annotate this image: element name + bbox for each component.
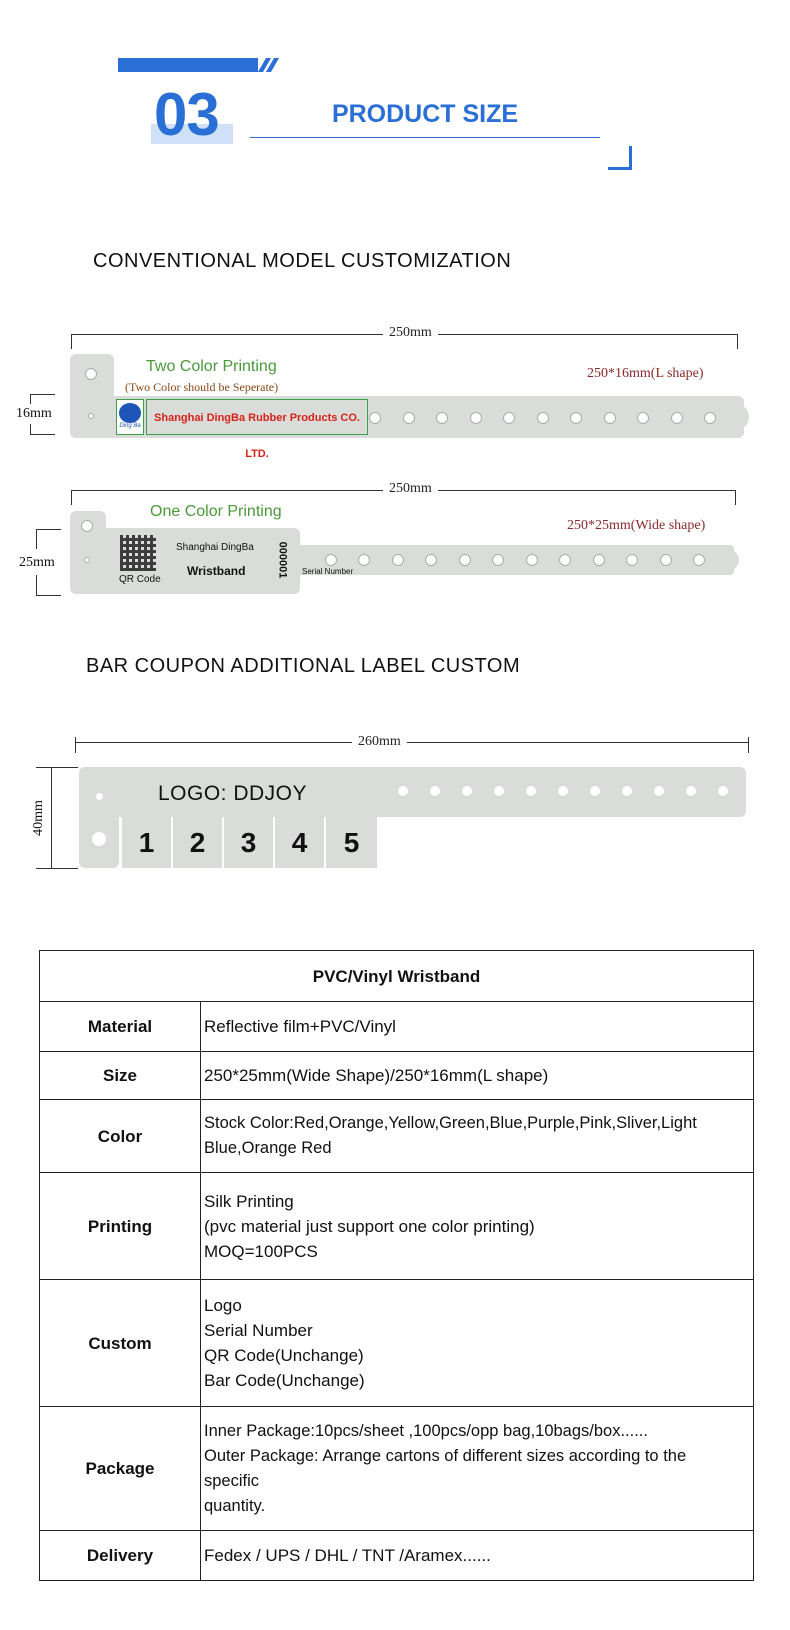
band-hole	[403, 412, 415, 424]
dimension-tick	[735, 490, 736, 505]
band-hole	[358, 554, 370, 566]
band-hole	[430, 786, 440, 796]
header-accent-bar	[118, 58, 258, 72]
coupon-tab: 1	[120, 817, 171, 868]
height-dim-line	[30, 424, 31, 434]
band-hole	[459, 554, 471, 566]
band-hole	[526, 786, 536, 796]
l-shape-size-label: 250*16mm(L shape)	[587, 366, 704, 381]
coupon-logo-text: LOGO: DDJOY	[158, 782, 308, 805]
band-hole	[526, 554, 538, 566]
band-line-2: Wristband	[187, 564, 246, 578]
row-key: Color	[40, 1100, 201, 1173]
row-key: Delivery	[40, 1531, 201, 1581]
page-title: PRODUCT SIZE	[331, 100, 519, 128]
dingba-logo: Ding Ba	[116, 399, 144, 435]
row-value: Inner Package:10pcs/sheet ,100pcs/opp bag,10bags/box...... Outer Package: Arrange cartons of different sizes according to the specific quantity.	[201, 1407, 754, 1531]
table-row	[40, 1100, 754, 1173]
band-hole	[88, 413, 94, 419]
dimension-tick	[71, 334, 72, 349]
height-dim-line	[36, 575, 37, 595]
band-hole	[492, 554, 504, 566]
company-print-area: Shanghai DingBa Rubber Products CO. LTD.	[146, 399, 368, 435]
height-dim-line	[36, 529, 37, 549]
height-dim-line	[36, 529, 61, 530]
row-value: 250*25mm(Wide Shape)/250*16mm(L shape)	[201, 1052, 754, 1100]
coupon-band-head	[79, 767, 119, 868]
qr-code-image	[120, 535, 156, 571]
two-color-note: (Two Color should be Seperate)	[125, 380, 279, 394]
table-header-row	[40, 951, 754, 1002]
band-hole	[369, 412, 381, 424]
band-hole	[494, 786, 504, 796]
height-dim-line	[51, 767, 52, 868]
band-hole	[558, 786, 568, 796]
one-color-heading: One Color Printing	[150, 503, 282, 520]
height-dim-line	[36, 868, 78, 869]
dimension-tick	[737, 334, 738, 349]
row-key: Size	[40, 1052, 201, 1100]
band-hole	[654, 786, 664, 796]
wristband-l-tip	[735, 404, 749, 430]
band-hole	[425, 554, 437, 566]
band-hole	[693, 554, 705, 566]
band-hole	[671, 412, 683, 424]
band-hole	[593, 554, 605, 566]
band-hole	[92, 832, 106, 846]
two-color-heading: Two Color Printing	[146, 358, 277, 375]
serial-number-value: 000001	[276, 541, 289, 579]
title-underline	[250, 137, 600, 138]
dimension-line	[75, 742, 749, 743]
height-dim-line	[30, 434, 55, 435]
section-number: 03	[154, 81, 219, 148]
band-hole	[590, 786, 600, 796]
band-hole	[462, 786, 472, 796]
table-row	[40, 1173, 754, 1280]
band-hole	[559, 554, 571, 566]
height-label-wide: 25mm	[19, 555, 55, 570]
coupon-tab: 5	[324, 817, 377, 868]
height-dim-line	[36, 767, 78, 768]
coupon-tab: 4	[273, 817, 324, 868]
height-dim-line	[30, 394, 55, 395]
section-title-conventional: CONVENTIONAL MODEL CUSTOMIZATION	[93, 250, 512, 272]
header-corner-bracket	[608, 146, 632, 170]
band-hole	[604, 412, 616, 424]
dimension-tick	[71, 490, 72, 505]
table-title: PVC/Vinyl Wristband	[40, 951, 754, 1002]
table-row	[40, 1531, 754, 1581]
band-hole	[637, 412, 649, 424]
length-label-coupon: 260mm	[352, 734, 407, 750]
row-value: Stock Color:Red,Orange,Yellow,Green,Blue,Purple,Pink,Sliver,Light Blue,Orange Red	[201, 1100, 754, 1173]
band-hole	[570, 412, 582, 424]
band-hole	[626, 554, 638, 566]
row-key: Package	[40, 1407, 201, 1531]
band-hole	[622, 786, 632, 796]
coupon-tab: 3	[222, 817, 273, 868]
section-title-coupon: BAR COUPON ADDITIONAL LABEL CUSTOM	[86, 655, 521, 677]
band-hole	[470, 412, 482, 424]
band-hole	[537, 412, 549, 424]
band-line-1: Shanghai DingBa	[176, 542, 254, 553]
band-hole	[325, 554, 337, 566]
height-label-coupon: 40mm	[30, 800, 46, 836]
dimension-tick	[75, 737, 76, 753]
serial-number-label: Serial Number	[302, 567, 354, 576]
band-hole	[704, 412, 716, 424]
row-value: Logo Serial Number QR Code(Unchange) Bar Code(Unchange)	[201, 1280, 754, 1407]
band-hole	[84, 557, 90, 563]
band-hole	[503, 412, 515, 424]
row-value: Silk Printing (pvc material just support one color printing) MOQ=100PCS	[201, 1173, 754, 1280]
height-dim-line	[36, 595, 61, 596]
table-row	[40, 1002, 754, 1052]
row-value: Fedex / UPS / DHL / TNT /Aramex......	[201, 1531, 754, 1581]
table-row	[40, 1280, 754, 1407]
band-hole	[398, 786, 408, 796]
band-hole	[436, 412, 448, 424]
band-hole	[392, 554, 404, 566]
table-row	[40, 1052, 754, 1100]
height-dim-line	[30, 394, 31, 404]
wristband-wide-tip	[725, 550, 739, 570]
row-value: Reflective film+PVC/Vinyl	[201, 1002, 754, 1052]
band-hole	[686, 786, 696, 796]
band-hole	[85, 368, 97, 380]
coupon-tab: 2	[171, 817, 222, 868]
length-label-wide: 250mm	[383, 481, 438, 497]
length-label-l: 250mm	[383, 325, 438, 341]
band-hole	[96, 793, 103, 800]
band-hole	[660, 554, 672, 566]
spec-table	[39, 950, 754, 1581]
band-hole	[718, 786, 728, 796]
height-label-l: 16mm	[16, 406, 52, 421]
row-key: Custom	[40, 1280, 201, 1407]
row-key: Printing	[40, 1173, 201, 1280]
qr-code-label: QR Code	[119, 574, 161, 585]
wide-shape-size-label: 250*25mm(Wide shape)	[567, 518, 706, 533]
table-row	[40, 1407, 754, 1531]
dimension-tick	[748, 737, 749, 753]
row-key: Material	[40, 1002, 201, 1052]
band-hole	[81, 520, 93, 532]
